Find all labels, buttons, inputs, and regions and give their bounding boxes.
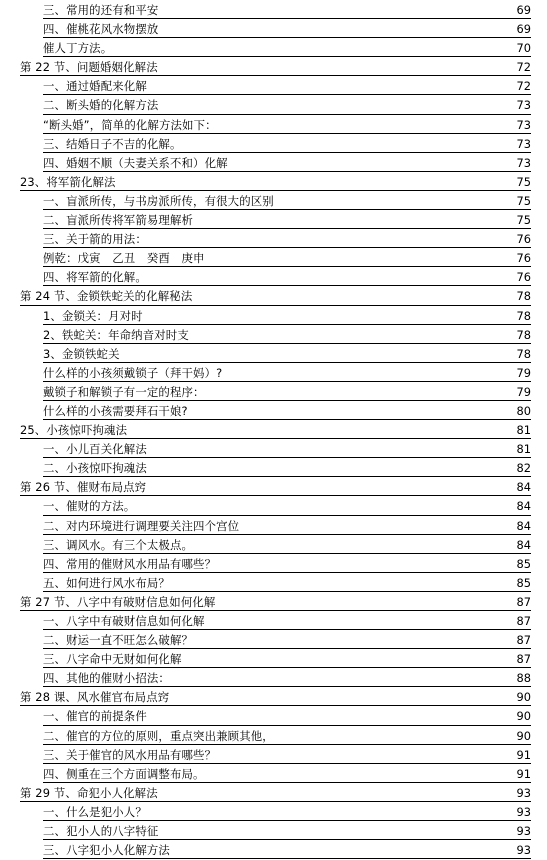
toc-entry-page-number: 84 — [516, 518, 531, 533]
toc-entry-page-number: 93 — [516, 785, 531, 800]
toc-entry-underline — [43, 457, 531, 458]
toc-entry-page-number: 93 — [516, 824, 531, 839]
toc-entry-title: 第 22 节、问题婚姻化解法 — [20, 60, 158, 75]
toc-entry-page-number: 85 — [516, 575, 531, 590]
toc-entry[interactable] — [0, 746, 547, 765]
toc-entry-title: 二、犯小人的八字特征 — [43, 824, 159, 839]
toc-entry-page-number: 76 — [516, 232, 531, 247]
toc-entry-page-number: 81 — [516, 423, 531, 438]
toc-entry-title: 第 26 节、催财布局点窍 — [20, 480, 147, 495]
toc-entry-underline — [43, 94, 531, 95]
toc-entry-title: 一、催官的前提条件 — [43, 709, 147, 724]
toc-entry-underline — [43, 285, 531, 286]
toc-entry-page-number: 75 — [516, 193, 531, 208]
toc-entry-title: 一、催财的方法。 — [43, 499, 136, 514]
toc-entry[interactable] — [0, 497, 547, 516]
toc-section-heading[interactable] — [0, 478, 547, 497]
toc-section-heading[interactable] — [0, 421, 547, 440]
toc-entry-title: 什么样的小孩须戴锁子（拜干妈）? — [43, 365, 223, 380]
toc-entry[interactable] — [0, 631, 547, 650]
toc-entry-page-number: 85 — [516, 556, 531, 571]
toc-entry-underline — [43, 686, 531, 687]
toc-entry-title: 第 27 节、八字中有破财信息如何化解 — [20, 594, 216, 609]
toc-entry-underline — [43, 114, 531, 115]
toc-entry-underline — [43, 820, 531, 821]
toc-entry-underline — [43, 782, 531, 783]
toc-entry-title: 二、盲派所传将军箭易理解析 — [43, 213, 194, 228]
toc-entry-page-number: 84 — [516, 499, 531, 514]
toc-entry[interactable] — [0, 536, 547, 555]
toc-entry[interactable] — [0, 116, 547, 135]
toc-entry-underline — [20, 190, 531, 191]
toc-entry-title: 第 28 课、风水催官布局点窍 — [20, 690, 170, 705]
toc-entry-page-number: 73 — [516, 117, 531, 132]
toc-entry-underline — [43, 37, 531, 38]
toc-entry-underline — [43, 209, 531, 210]
toc-entry-underline — [43, 247, 531, 248]
toc-entry[interactable] — [0, 326, 547, 345]
toc-entry-underline — [43, 133, 531, 134]
toc-entry-title: 二、催官的方位的原则，重点突出兼顾其他， — [43, 728, 274, 743]
toc-section-heading[interactable] — [0, 593, 547, 612]
toc-entry[interactable] — [0, 803, 547, 822]
toc-entry-title: 一、什么是犯小人？ — [43, 804, 147, 819]
toc-entry-page-number: 88 — [516, 671, 531, 686]
toc-entry-page-number: 73 — [516, 155, 531, 170]
toc-entry-page-number: 78 — [516, 346, 531, 361]
toc-entry-title: 三、关于箭的用法： — [43, 232, 147, 247]
toc-entry[interactable] — [0, 822, 547, 841]
toc-entry-title: 二、断头婚的化解方法 — [43, 98, 159, 113]
toc-entry[interactable] — [0, 77, 547, 96]
toc-entry-page-number: 72 — [516, 60, 531, 75]
toc-entry[interactable] — [0, 765, 547, 784]
toc-entry-title: 2、铁蛇关：年命纳音对时支 — [43, 327, 189, 342]
toc-entry-title: 三、调风水。有三个太极点。 — [43, 537, 194, 552]
toc-entry-title: 三、关于催官的风水用品有哪些？ — [43, 747, 217, 762]
toc-entry-underline — [20, 610, 531, 611]
toc-section-heading[interactable] — [0, 173, 547, 192]
toc-entry-page-number: 80 — [516, 403, 531, 418]
toc-section-heading[interactable] — [0, 688, 547, 707]
toc-entry-underline — [43, 18, 531, 19]
toc-entry-underline — [20, 75, 531, 76]
toc-entry-title: 二、小孩惊吓拘魂法 — [43, 461, 147, 476]
toc-entry-page-number: 78 — [516, 308, 531, 323]
toc-entry-page-number: 76 — [516, 270, 531, 285]
toc-entry-page-number: 90 — [516, 690, 531, 705]
toc-entry-underline — [43, 419, 531, 420]
toc-entry-title: 三、结婚日子不吉的化解。 — [43, 136, 182, 151]
toc-entry-page-number: 78 — [516, 289, 531, 304]
toc-entry-underline — [43, 667, 531, 668]
toc-entry-underline — [43, 324, 531, 325]
toc-entry-page-number: 90 — [516, 709, 531, 724]
toc-entry-page-number: 93 — [516, 804, 531, 819]
toc-entry[interactable] — [0, 345, 547, 364]
toc-entry[interactable] — [0, 727, 547, 746]
toc-entry-underline — [43, 228, 531, 229]
toc-entry-title: 3、金锁铁蛇关 — [43, 346, 120, 361]
toc-entry[interactable] — [0, 96, 547, 115]
toc-entry-title: 二、对内环境进行调理要关注四个宫位 — [43, 518, 240, 533]
toc-entry[interactable] — [0, 707, 547, 726]
toc-entry-page-number: 93 — [516, 843, 531, 858]
toc-entry-underline — [20, 305, 531, 306]
toc-entry-underline — [43, 572, 531, 573]
toc-entry[interactable] — [0, 364, 547, 383]
toc-entry-underline — [43, 381, 531, 382]
toc-entry[interactable] — [0, 555, 547, 574]
toc-entry[interactable] — [0, 135, 547, 154]
toc-entry-title: 第 24 节、金锁铁蛇关的化解秘法 — [20, 289, 193, 304]
toc-entry-underline — [43, 629, 531, 630]
toc-section-heading[interactable] — [0, 58, 547, 77]
toc-entry-underline — [43, 171, 531, 172]
toc-entry-title: 五、如何进行风水布局？ — [43, 575, 170, 590]
toc-entry[interactable] — [0, 669, 547, 688]
toc-entry-page-number: 87 — [516, 652, 531, 667]
toc-entry[interactable] — [0, 20, 547, 39]
toc-entry-page-number: 73 — [516, 98, 531, 113]
toc-entry-title: 四、将军箭的化解。 — [43, 270, 147, 285]
toc-entry-page-number: 91 — [516, 747, 531, 762]
toc-entry-page-number: 91 — [516, 766, 531, 781]
toc-entry[interactable] — [0, 249, 547, 268]
toc-entry-title: 第 29 节、命犯小人化解法 — [20, 785, 158, 800]
toc-entry-title: 戴锁子和解锁子有一定的程序： — [43, 384, 205, 399]
toc-entry-page-number: 69 — [516, 3, 531, 17]
toc-entry-page-number: 70 — [516, 41, 531, 56]
toc-entry-underline — [43, 839, 531, 840]
toc-entry[interactable] — [0, 440, 547, 459]
toc-entry[interactable] — [0, 1, 547, 20]
toc-entry-underline — [43, 725, 531, 726]
toc-entry-page-number: 79 — [516, 365, 531, 380]
toc-entry[interactable] — [0, 402, 547, 421]
toc-entry-title: 25、小孩惊吓拘魂法 — [20, 423, 128, 438]
toc-entry-underline — [43, 553, 531, 554]
toc-entry-page-number: 84 — [516, 480, 531, 495]
toc-entry[interactable] — [0, 574, 547, 593]
toc-entry-underline — [43, 400, 531, 401]
toc-entry-title: 四、其他的催财小招法： — [43, 671, 170, 686]
toc-entry-page-number: 75 — [516, 213, 531, 228]
toc-entry-title: 23、将军箭化解法 — [20, 174, 116, 189]
toc-entry-page-number: 75 — [516, 174, 531, 189]
toc-entry-title: 三、常用的还有和平安 — [43, 3, 159, 17]
toc-entry-underline — [20, 705, 531, 706]
toc-entry-title: 四、婚姻不顺（夫妻关系不和）化解 — [43, 155, 228, 170]
toc-entry[interactable] — [0, 307, 547, 326]
toc-entry[interactable] — [0, 517, 547, 536]
toc-entry-page-number: 72 — [516, 79, 531, 94]
toc-entry-underline — [43, 476, 531, 477]
toc-entry-underline — [20, 801, 531, 802]
toc-entry-page-number: 82 — [516, 461, 531, 476]
toc-entry[interactable] — [0, 612, 547, 631]
toc-entry-page-number: 87 — [516, 614, 531, 628]
toc-entry-underline — [43, 744, 531, 745]
toc-entry-title: 一、盲派所传，与书房派所传，有很大的区别 — [43, 193, 274, 208]
toc-entry-title: 催人丁方法。 — [43, 41, 113, 56]
toc-entry-title: 三、八字犯小人化解方法 — [43, 843, 170, 858]
toc-entry-underline — [43, 362, 531, 363]
toc-entry-underline — [43, 858, 531, 859]
toc-entry[interactable] — [0, 39, 547, 58]
toc-entry-title: 三、八字命中无财如何化解 — [43, 652, 182, 667]
toc-entry-page-number: 79 — [516, 384, 531, 399]
toc-entry[interactable] — [0, 230, 547, 249]
toc-entry-page-number: 84 — [516, 537, 531, 552]
toc-entry[interactable] — [0, 383, 547, 402]
table-of-contents — [0, 1, 547, 860]
toc-entry-title: 四、侧重在三个方面调整布局。 — [43, 766, 205, 781]
toc-entry-title: 二、财运一直不旺怎么破解？ — [43, 633, 194, 648]
toc-entry-page-number: 90 — [516, 728, 531, 743]
toc-entry-page-number: 81 — [516, 442, 531, 457]
toc-entry-underline — [20, 495, 531, 496]
toc-section-heading[interactable] — [0, 784, 547, 803]
toc-entry-underline — [43, 591, 531, 592]
toc-entry-title: “断头婚”，简单的化解方法如下： — [43, 117, 217, 132]
toc-entry-title: 四、催桃花风水物摆放 — [43, 22, 159, 37]
toc-entry[interactable] — [0, 211, 547, 230]
toc-entry-underline — [20, 438, 531, 439]
toc-entry-underline — [43, 266, 531, 267]
toc-entry-underline — [43, 515, 531, 516]
toc-entry-underline — [43, 152, 531, 153]
toc-entry-page-number: 73 — [516, 136, 531, 151]
toc-entry[interactable] — [0, 459, 547, 478]
toc-entry-title: 四、常用的催财风水用品有哪些？ — [43, 556, 217, 571]
toc-entry-page-number: 87 — [516, 633, 531, 648]
toc-entry[interactable] — [0, 192, 547, 211]
toc-entry-page-number: 78 — [516, 327, 531, 342]
toc-entry[interactable] — [0, 650, 547, 669]
toc-entry-title: 例乾：戊寅 乙丑 癸酉 庚申 — [43, 251, 205, 266]
toc-entry-page-number: 87 — [516, 594, 531, 609]
toc-entry-page-number: 69 — [516, 22, 531, 37]
toc-entry-title: 一、小儿百关化解法 — [43, 442, 147, 457]
toc-entry-title: 什么样的小孩需要拜石干娘? — [43, 403, 188, 418]
toc-entry-title: 一、通过婚配来化解 — [43, 79, 147, 94]
toc-section-heading[interactable] — [0, 287, 547, 306]
toc-entry-title: 1、金锁关：月对时 — [43, 308, 143, 323]
toc-entry-title: 一、八字中有破财信息如何化解 — [43, 614, 205, 628]
toc-entry-underline — [43, 763, 531, 764]
toc-entry[interactable] — [0, 268, 547, 287]
toc-entry-underline — [43, 56, 531, 57]
toc-entry-underline — [43, 648, 531, 649]
toc-entry-page-number: 76 — [516, 251, 531, 266]
toc-entry-underline — [43, 534, 531, 535]
toc-entry[interactable] — [0, 154, 547, 173]
toc-entry-underline — [43, 343, 531, 344]
